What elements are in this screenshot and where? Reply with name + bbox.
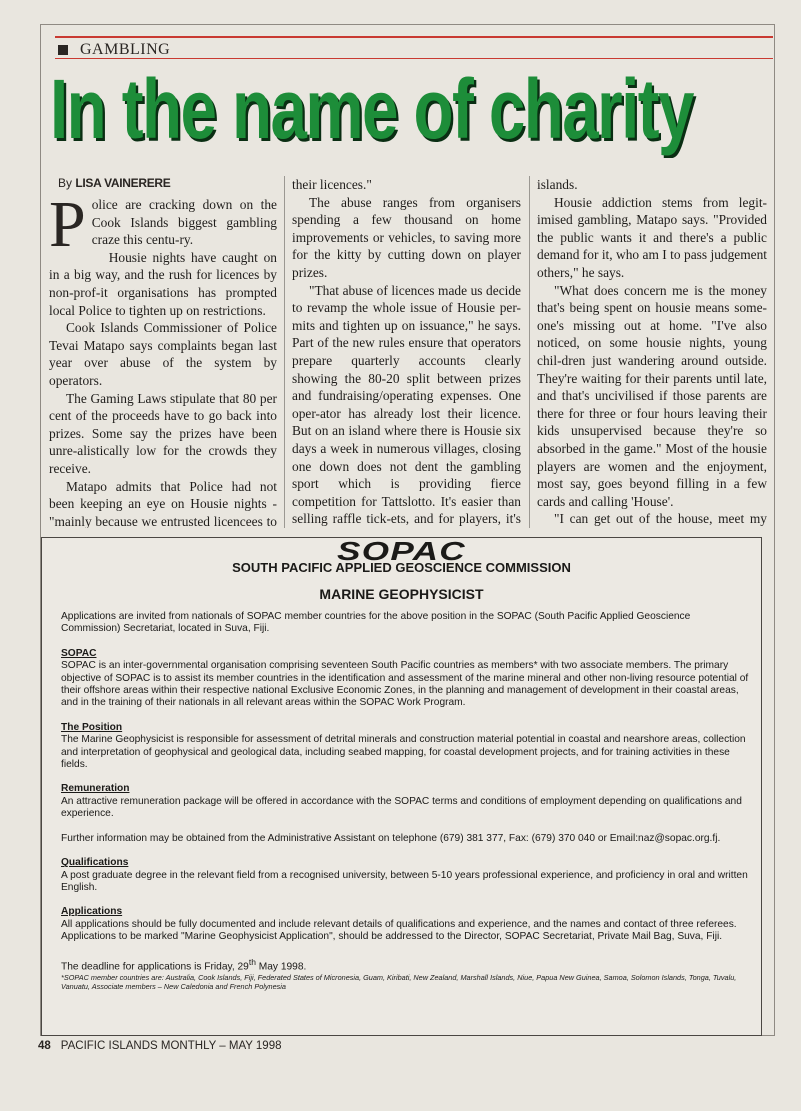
paragraph: islands.: [537, 177, 578, 192]
paragraph: Housie nights have caught on in a big way, and the rush for licences by non-prof-it organisations has prompted local Police to tighten up on restrictions.: [49, 249, 277, 318]
byline-author: LISA VAINERERE: [75, 176, 171, 190]
ad-section-sopac: [61, 648, 751, 710]
ad-section-heading: Applications: [61, 906, 123, 918]
byline-prefix: By: [58, 176, 73, 190]
paragraph: "I can get out of the house, meet my: [554, 511, 767, 527]
ad-section-heading: SOPAC: [61, 647, 97, 659]
section-rule-top: [55, 36, 773, 38]
paragraph: "What does concern me is the money that's being spent on housie means some-one's missing out at home. "I've also noticed, on some housie nights, young chil-dren just wandering around outside. They're waiting for their parents until late, and that's uncivilised if those parents are there for three or four hours leaving their kids unsupervised because they're so absorbed in the game." Most of the housie players are women and the enjoyment, most say, goes beyond filling in a few cards and calling 'House'.: [537, 282, 767, 509]
headline: In the name of charity: [50, 62, 693, 156]
ad-section-remuneration: [61, 783, 751, 820]
ad-organisation: SOUTH PACIFIC APPLIED GEOSCIENCE COMMISSION: [232, 560, 571, 575]
article-column-2: [292, 176, 521, 528]
ad-job-title: MARINE GEOPHYSICIST: [319, 586, 484, 602]
article-column-1: [49, 196, 277, 528]
deadline-sup: th: [248, 956, 256, 967]
column-divider: [284, 176, 285, 528]
job-advertisement: [41, 537, 762, 1036]
ad-deadline-text: [61, 956, 751, 974]
ad-section-qualifications: [61, 857, 751, 894]
ad-deadline: [61, 956, 751, 974]
publication-info: PACIFIC ISLANDS MONTHLY – MAY 1998: [60, 1040, 282, 1052]
ad-section-info: [61, 833, 751, 845]
ad-section-heading: The Position: [61, 721, 123, 733]
paragraph: The abuse ranges from organisers spending a few thousand on home improvements or vehicles, to saving more for the kitty by cutting down on player prizes.: [292, 194, 521, 280]
section-label-text: GAMBLING: [80, 41, 171, 58]
ad-section-applications: [61, 906, 751, 943]
section-label: [58, 42, 170, 58]
paragraph: [49, 196, 277, 261]
ad-section-text: The Marine Geophysicist is responsible for assessment of detrital minerals and construction material potential in coastal and nearshore areas, collection and interpretation of geophysical and geological data, including seabed mapping, for coastal development projects, and for training activities in these fields.: [61, 734, 746, 771]
column-divider: [529, 176, 530, 528]
paragraph: The Gaming Laws stipulate that 80 per cent of the proceeds have to go back into prizes. Some say the prizes have been unre-alistically low for the crowds they receive.: [49, 390, 277, 476]
ad-intro: Applications are invited from nationals of SOPAC member countries for the above position in the SOPAC (South Pacific Applied Geoscience Commission) Secretariat, located in Suva, Fiji.: [61, 611, 691, 635]
ad-footnote: *SOPAC member countries are: Australia, Cook Islands, Fiji, Federated States of Micronesia, Guam, Kiribati, New Zealand, Marshall Islands, Niue, Papua New Guinea, Samoa, Solomon Islands, Tonga, Tuvalu, Vanuatu, Associate members – New Caledonia and French Polynesia: [61, 973, 737, 992]
paragraph-text: olice are cracking down on the Cook Islands biggest gambling craze this centu-ry.: [91, 197, 277, 248]
paragraph: Matapo admits that Police had not been keeping an eye on Housie nights - "mainly because we entrusted licencees to: [49, 478, 277, 528]
paragraph: "That abuse of licences made us decide to revamp the whole issue of Housie per-mits and tighten up on issuance," he says. Part of the new rules ensure that operators prepare quarterly accounts clearly showing the 80-20 split between prizes and fundraising/operating expenses. One oper-ator has already lost their licence. But on an island where there is Housie six days a week in numerous villages, closing one down does not dent the gambling sport which is providing fierce competition for Tattslotto. It's easier than selling raffle tick-ets, and for players, it's: [292, 282, 521, 527]
ad-section-text: An attractive remuneration package will be offered in accordance with the SOPAC terms and conditions of employment depending on qualifications and experience.: [61, 795, 742, 820]
ad-section-position: [61, 722, 751, 772]
ad-section-text: A post graduate degree in the relevant field from a recognised university, between 5-10 years professional experience, and proficiency in oral and written English.: [61, 869, 748, 893]
page-footer: [38, 1040, 282, 1054]
byline: [58, 176, 278, 192]
drop-cap: P: [49, 196, 86, 261]
ad-section-heading: Qualifications: [61, 857, 129, 869]
ad-contact-text: Further information may be obtained from the Administrative Assistant on telephone (679) 381 377, Fax: (679) 370 040 or Email:naz@sopac.org.fj.: [61, 832, 721, 844]
deadline-prefix: The deadline for applications is Friday, 29: [61, 960, 249, 972]
paragraph: their licences.": [292, 177, 372, 192]
ad-section-text: All applications should be fully documented and include relevant details of qualifications and experience, and the names and contact of three referees. Applications to be marked "Marine Geophysicist Application", should be addressed to the Director, SOPAC Secretariat, Private Mail Bag, Suva, Fiji.: [61, 918, 737, 943]
square-bullet-icon: [58, 45, 68, 55]
page-number: 48: [38, 1040, 51, 1052]
article-column-3: [537, 176, 767, 528]
paragraph: Housie addiction stems from legit-imised gambling, Matapo says. "Provided the public wants it and there's a public demand for it, who am I to pass judgement others," he says.: [537, 194, 767, 280]
ad-section-heading: Remuneration: [61, 783, 130, 795]
ad-section-text: SOPAC is an inter-governmental organisation comprising seventeen South Pacific countries as members* with two associate members. The primary objective of SOPAC is to assist its member countries in the identification and assessment of the marine mineral and other non-living resource potential of their offshore areas within their respective national Exclusive Economic Zones, in the planning and management of development in their coastal areas, and in the training of their nationals in all relevant areas within the SOPAC Work Program.: [61, 660, 749, 709]
deadline-suffix: May 1998.: [255, 960, 307, 972]
sopac-logo: SOPAC: [337, 536, 466, 566]
paragraph: Cook Islands Commissioner of Police Tevai Matapo says complaints began last year over abuse of the system by operators.: [49, 320, 277, 388]
ad-body: [61, 611, 751, 991]
